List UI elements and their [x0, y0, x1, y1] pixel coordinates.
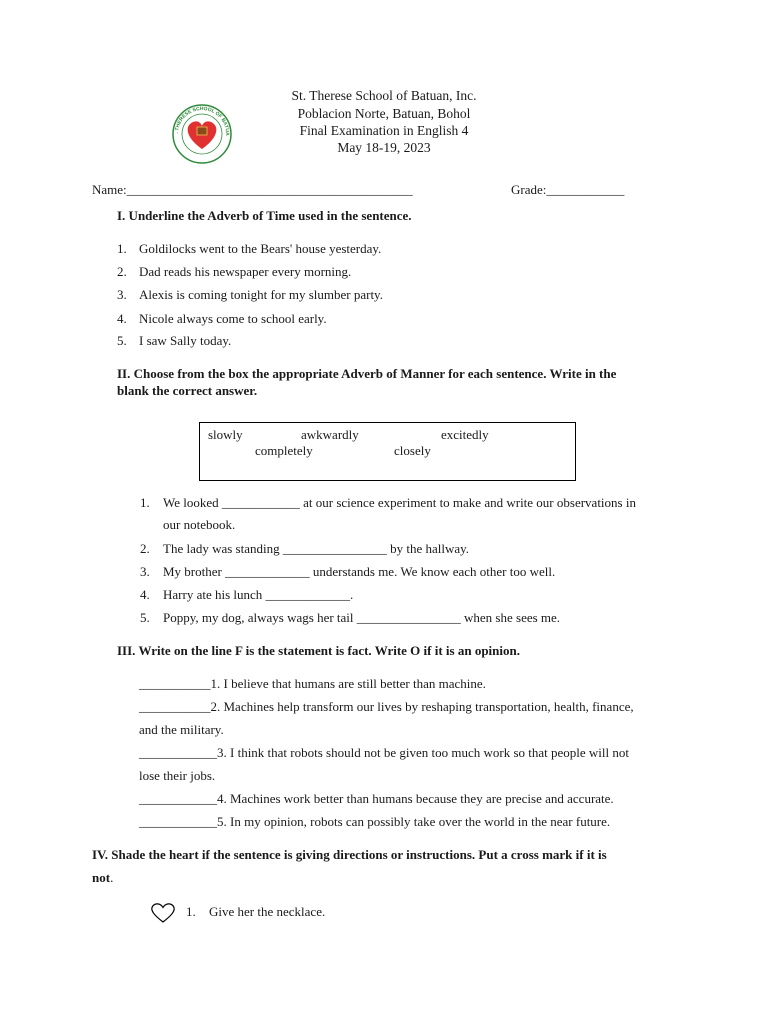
list-item: 1.: [117, 241, 127, 256]
list-item: 1.: [140, 495, 150, 510]
list-item: Goldilocks went to the Bears' house yesterday.: [139, 241, 382, 256]
list-item: ___________1. I believe that humans are still better than machine.: [139, 676, 486, 691]
list-item: Harry ate his lunch _____________.: [163, 587, 354, 602]
list-item: Dad reads his newspaper every morning.: [139, 264, 352, 279]
section4-title: IV. Shade the heart if the sentence is giving directions or instructions. Put a cross mark if it is: [92, 847, 607, 862]
grade-field[interactable]: [511, 182, 624, 198]
list-item: ____________4. Machines work better than humans because they are precise and accurate.: [139, 791, 614, 806]
grade-label: Grade:: [511, 182, 547, 197]
list-item: 5.: [140, 610, 150, 625]
name-line: ____________________________________________: [126, 182, 413, 197]
list-item: 1.: [186, 904, 196, 919]
list-item: Alexis is coming tonight for my slumber party.: [139, 287, 383, 302]
section4-title-cont: not.: [92, 870, 114, 885]
list-item: 3.: [117, 287, 127, 302]
list-item: ____________3. I think that robots should not be given too much work so that people will not: [139, 745, 629, 760]
section3-title: III. Write on the line F is the statement is fact. Write O if it is an opinion.: [117, 643, 520, 658]
exam-date: May 18-19, 2023: [337, 140, 431, 155]
word-choice: slowly: [208, 427, 243, 442]
word-choice: closely: [394, 443, 431, 458]
section1-title: I. Underline the Adverb of Time used in the sentence.: [117, 208, 412, 223]
list-item: We looked ____________ at our science experiment to make and write our observations in: [163, 495, 636, 510]
list-item-cont: and the military.: [139, 722, 224, 737]
list-item-cont: our notebook.: [163, 517, 236, 532]
list-item: ____________5. In my opinion, robots can possibly take over the world in the near future.: [139, 814, 611, 829]
list-item: I saw Sally today.: [139, 333, 232, 348]
list-item: Nicole always come to school early.: [139, 311, 327, 326]
name-field[interactable]: [92, 182, 413, 198]
section2-title-cont: blank the correct answer.: [117, 383, 258, 398]
exam-title: Final Examination in English 4: [299, 123, 469, 138]
list-item: 2.: [140, 541, 150, 556]
list-item: Give her the necklace.: [209, 904, 326, 919]
heart-icon[interactable]: [150, 902, 176, 924]
section2-title: II. Choose from the box the appropriate Adverb of Manner for each sentence. Write in the: [117, 366, 617, 381]
name-label: Name:: [92, 182, 127, 197]
grade-line: ____________: [546, 182, 625, 197]
list-item: 3.: [140, 564, 150, 579]
school-name: St. Therese School of Batuan, Inc.: [291, 88, 477, 103]
word-choice: excitedly: [441, 427, 489, 442]
list-item: 4.: [140, 587, 150, 602]
list-item: The lady was standing ________________ by the hallway.: [163, 541, 470, 556]
logo-text: . THERESE SCHOOL OF BATUA: [173, 105, 231, 136]
word-choice: awkwardly: [301, 427, 359, 442]
list-item: My brother _____________ understands me. We know each other too well.: [163, 564, 556, 579]
list-item: Poppy, my dog, always wags her tail ________________ when she sees me.: [163, 610, 561, 625]
list-item: 4.: [117, 311, 127, 326]
list-item: 2.: [117, 264, 127, 279]
list-item: ___________2. Machines help transform our lives by reshaping transportation, health, finance,: [139, 699, 634, 714]
school-address: Poblacion Norte, Batuan, Bohol: [297, 106, 471, 121]
word-choice: completely: [255, 443, 313, 458]
list-item-cont: lose their jobs.: [139, 768, 216, 783]
list-item: 5.: [117, 333, 127, 348]
